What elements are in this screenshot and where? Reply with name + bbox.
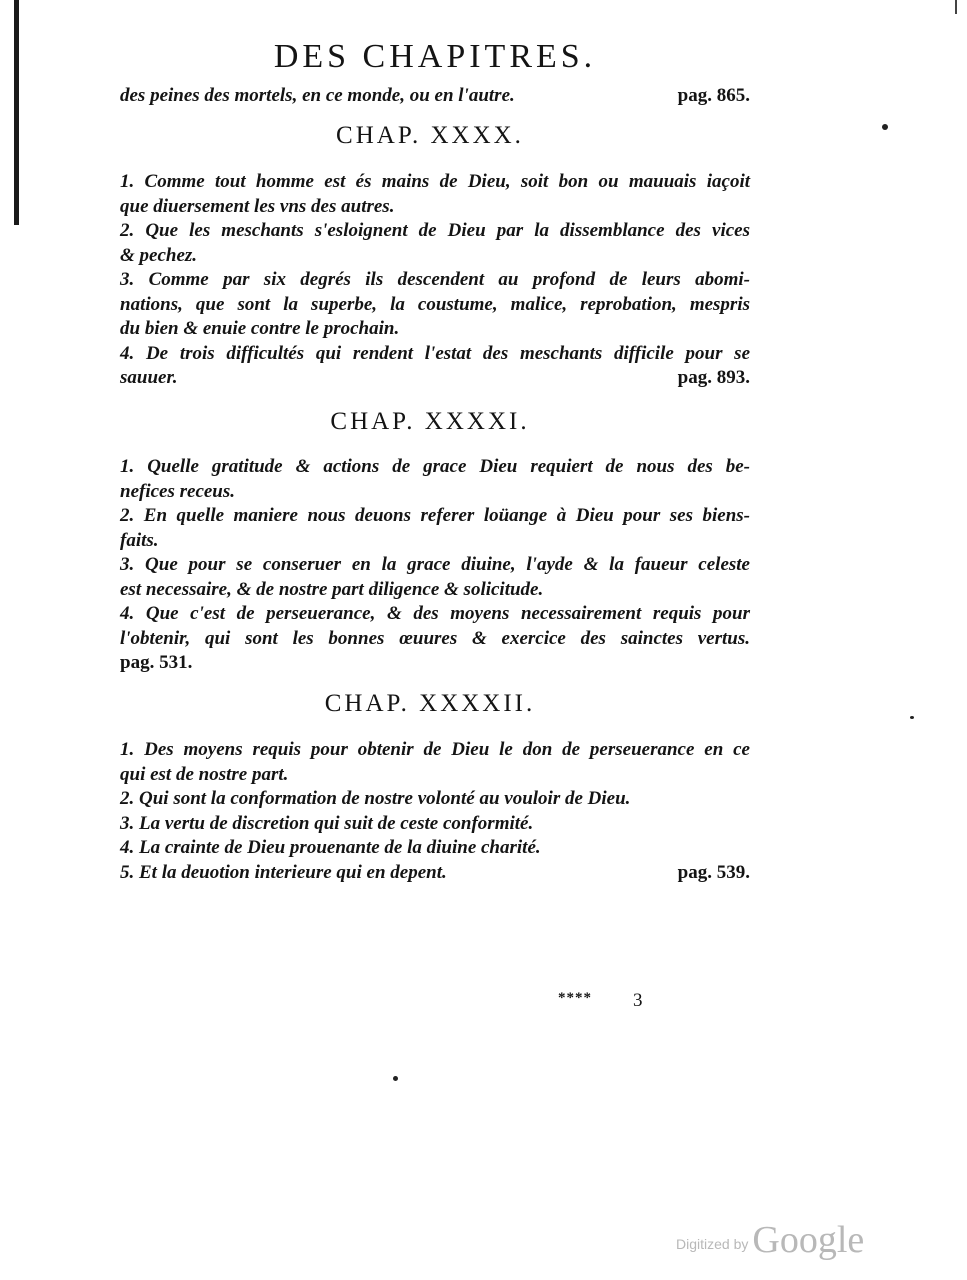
entry-line	[120, 84, 750, 109]
folio-number: 3	[633, 990, 643, 1011]
chapter-heading: CHAP. XXXXII.	[324, 690, 536, 717]
entry-line: 4. La crainte de Dieu prouenante de la diuine charité.	[120, 837, 541, 858]
entry-line: que diuersement les vns des autres.	[120, 195, 395, 217]
page-reference: pag. 893.	[677, 367, 750, 388]
entry-line	[120, 861, 750, 886]
ink-speck	[882, 124, 888, 130]
ink-speck	[393, 1076, 398, 1081]
digitized-watermark	[676, 1218, 864, 1262]
signature-mark: ****	[558, 990, 592, 1006]
page-reference: pag. 539.	[677, 861, 750, 883]
entry-line: faits.	[120, 529, 159, 551]
watermark-prefix: Digitized by	[676, 1236, 749, 1252]
entry-line: nefices receus.	[120, 480, 236, 502]
entry-line	[120, 651, 750, 676]
entry-line: & pechez.	[120, 244, 198, 266]
chapter-summary	[120, 738, 750, 885]
entry-line: 1. Des moyens requis pour obtenir de Dieu le don de perseuerance en ce	[120, 739, 750, 760]
page-reference: pag. 531.	[120, 652, 193, 673]
entry-line: 4. De trois difficultés qui rendent l'estat des meschants difficile pour se	[120, 342, 750, 364]
entry-line: 3. La vertu de discretion qui suit de ceste conformité.	[120, 812, 534, 834]
entry-line: du bien & enuie contre le prochain.	[120, 318, 400, 339]
entry-line: 1. Quelle gratitude & actions de grace Dieu requiert de nous des be-	[120, 456, 750, 477]
entry-line: est necessaire, & de nostre part diligence & solicitude.	[120, 578, 544, 600]
chapter-summary	[120, 170, 750, 391]
chapter-summary	[120, 455, 750, 676]
carryover-entry	[120, 84, 750, 109]
entry-line: l'obtenir, qui sont les bonnes œuures & exercice des sainctes vertus.	[120, 627, 750, 649]
entry-line: 3. Que pour se conseruer en la grace diuine, l'ayde & la faueur celeste	[120, 554, 750, 575]
entry-line: qui est de nostre part.	[120, 763, 289, 785]
entry-text: 5. Et la deuotion interieure qui en depent.	[120, 861, 447, 883]
entry-line: nations, que sont la superbe, la coustume, malice, reprobation, mespris	[120, 293, 750, 315]
chapter-heading: CHAP. XXXX.	[336, 122, 524, 149]
chapter-heading: CHAP. XXXXI.	[330, 408, 530, 435]
running-head: DES CHAPITRES.	[273, 38, 597, 75]
entry-line: 4. Que c'est de perseuerance, & des moyens necessairement requis pour	[120, 603, 750, 624]
entry-line	[120, 366, 750, 391]
entry-text: sauuer.	[120, 367, 178, 388]
entry-line: 2. Qui sont la conformation de nostre volonté au vouloir de Dieu.	[120, 788, 631, 809]
entry-line: 3. Comme par six degrés ils descendent au profond de leurs abomi-	[120, 269, 750, 290]
entry-line: 2. Que les meschants s'esloignent de Dieu par la dissemblance des vices	[120, 220, 750, 241]
entry-line: 2. En quelle maniere nous deuons referer loüange à Dieu pour ses biens-	[120, 505, 750, 526]
ink-speck	[910, 716, 914, 719]
scan-edge-shadow	[14, 0, 19, 225]
scan-edge-mark	[955, 0, 957, 14]
watermark-brand: Google	[752, 1219, 865, 1261]
page-reference: pag. 865.	[677, 85, 750, 106]
entry-text: des peines des mortels, en ce monde, ou en l'autre.	[120, 85, 515, 106]
entry-line: 1. Comme tout homme est és mains de Dieu, soit bon ou mauuais iaçoit	[120, 171, 750, 192]
